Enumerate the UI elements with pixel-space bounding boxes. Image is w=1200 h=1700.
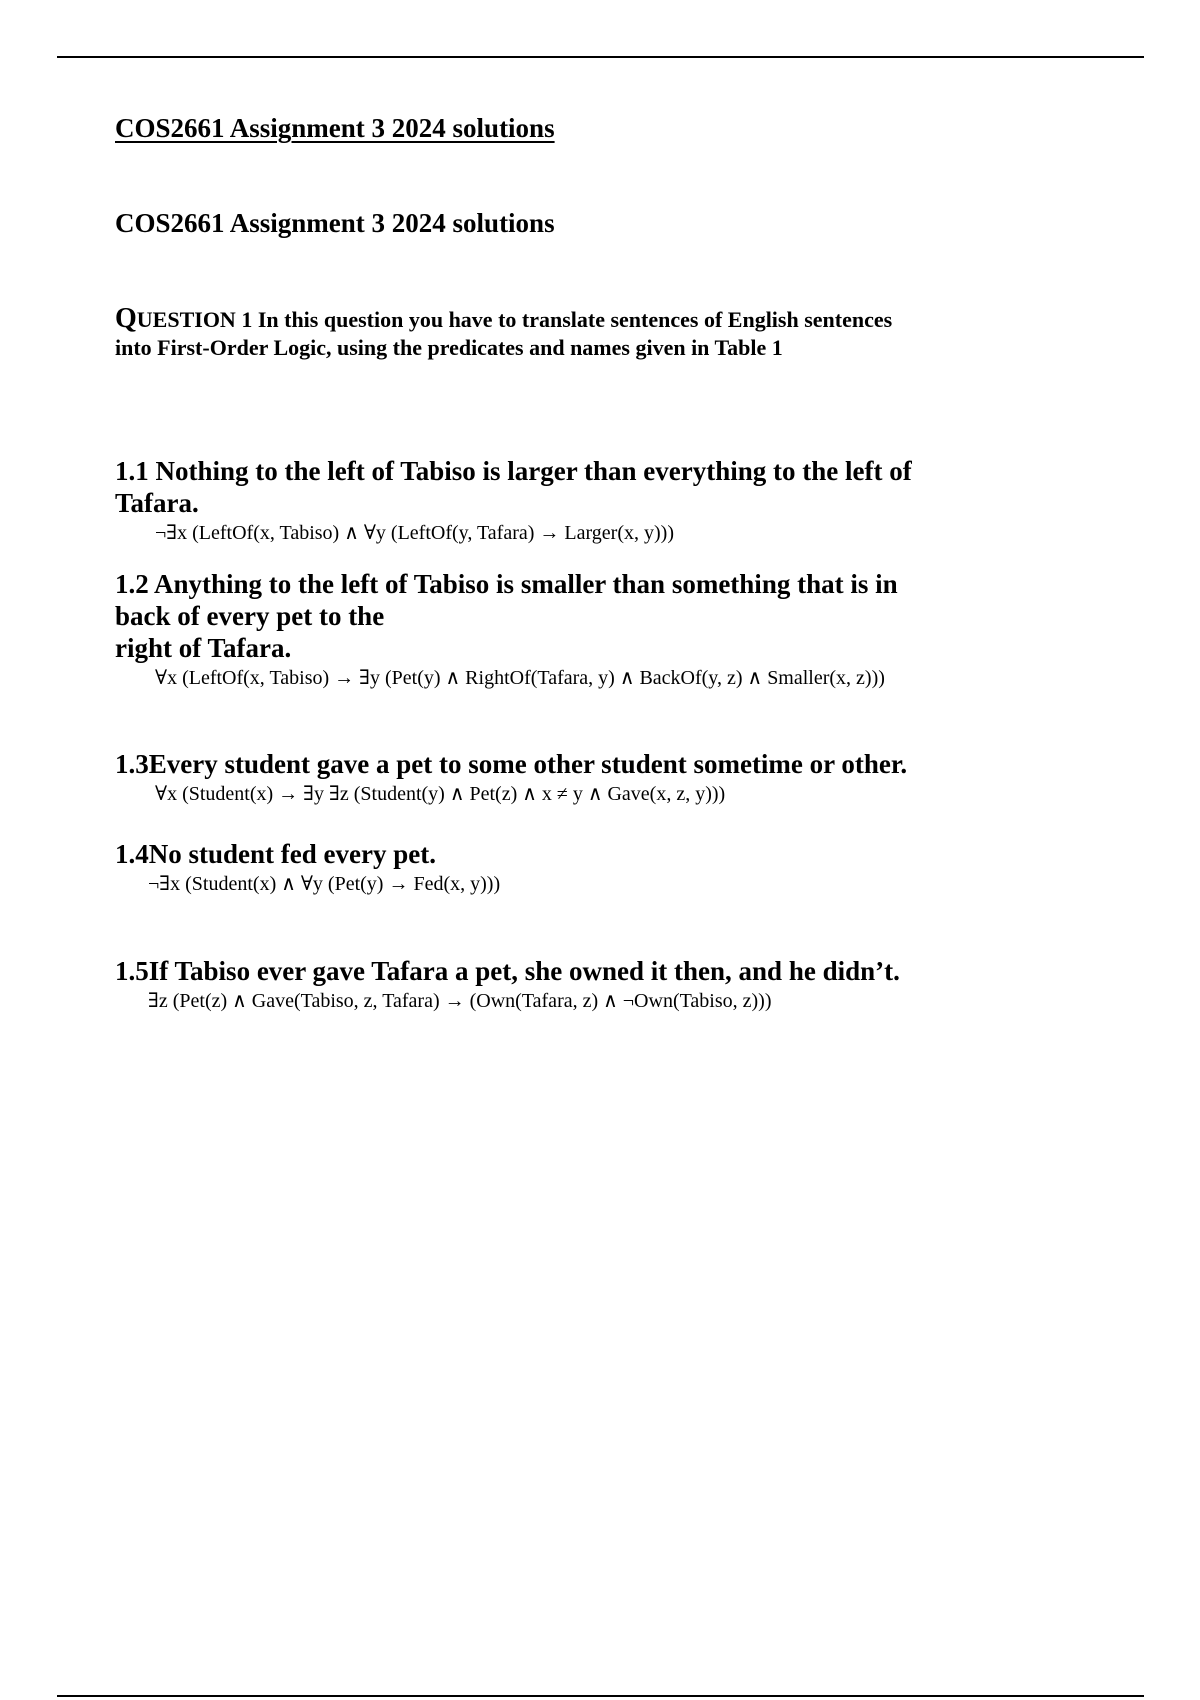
heading-line: right of Tafara. [115, 633, 292, 663]
subquestion-1-2 [115, 568, 995, 690]
heading-line: 1.2 Anything to the left of Tabiso is smaller than something that is in [115, 569, 898, 599]
heading-line: back of every pet to the [115, 601, 385, 631]
bottom-rule [57, 1695, 1144, 1697]
top-rule [57, 56, 1144, 58]
heading-line: 1.4No student fed every pet. [115, 839, 436, 869]
heading-line: 1.3Every student gave a pet to some other student sometime or other. [115, 749, 908, 779]
document-title: COS2661 Assignment 3 2024 solutions [115, 208, 555, 238]
logic-formula: ¬∃x (Student(x) ∧ ∀y (Pet(y) → Fed(x, y))) [148, 873, 501, 895]
logic-formula: ∀x (Student(x) → ∃y ∃z (Student(y) ∧ Pet(z) ∧ x ≠ y ∧ Gave(x, z, y))) [155, 783, 726, 805]
question-intro-text: In this question you have to translate sentences of English sentences into First-Order Logic, using the predicates and names given in Table 1 [115, 307, 893, 360]
logic-formula: ¬∃x (LeftOf(x, Tabiso) ∧ ∀y (LeftOf(y, Tafara) → Larger(x, y))) [155, 522, 674, 544]
question-intro [115, 305, 895, 362]
subquestion-heading [115, 955, 995, 987]
subquestion-heading [115, 455, 995, 519]
heading-line: 1.1 Nothing to the left of Tabiso is larger than everything to the left of [115, 456, 912, 486]
heading-line: 1.5If Tabiso ever gave Tafara a pet, she owned it then, and he didn’t. [115, 956, 900, 986]
subquestion-1-4 [115, 838, 995, 896]
question-number-label [115, 303, 253, 334]
logic-formula: ∃z (Pet(z) ∧ Gave(Tabiso, z, Tafara) → (Own(Tafara, z) ∧ ¬Own(Tabiso, z))) [148, 990, 772, 1012]
subquestion-heading [115, 838, 995, 870]
question-label-rest: UESTION 1 [136, 307, 253, 332]
subquestion-1-5 [115, 955, 995, 1013]
heading-line: Tafara. [115, 488, 199, 518]
subquestion-heading [115, 568, 995, 664]
page-header-title: COS2661 Assignment 3 2024 solutions [115, 113, 555, 143]
subquestion-1-1 [115, 455, 995, 545]
logic-formula: ∀x (LeftOf(x, Tabiso) → ∃y (Pet(y) ∧ RightOf(Tafara, y) ∧ BackOf(y, z) ∧ Smaller(x, z))) [155, 667, 885, 689]
subquestion-1-3 [115, 748, 995, 806]
subquestion-heading [115, 748, 995, 780]
question-label-initial: Q [115, 303, 137, 334]
